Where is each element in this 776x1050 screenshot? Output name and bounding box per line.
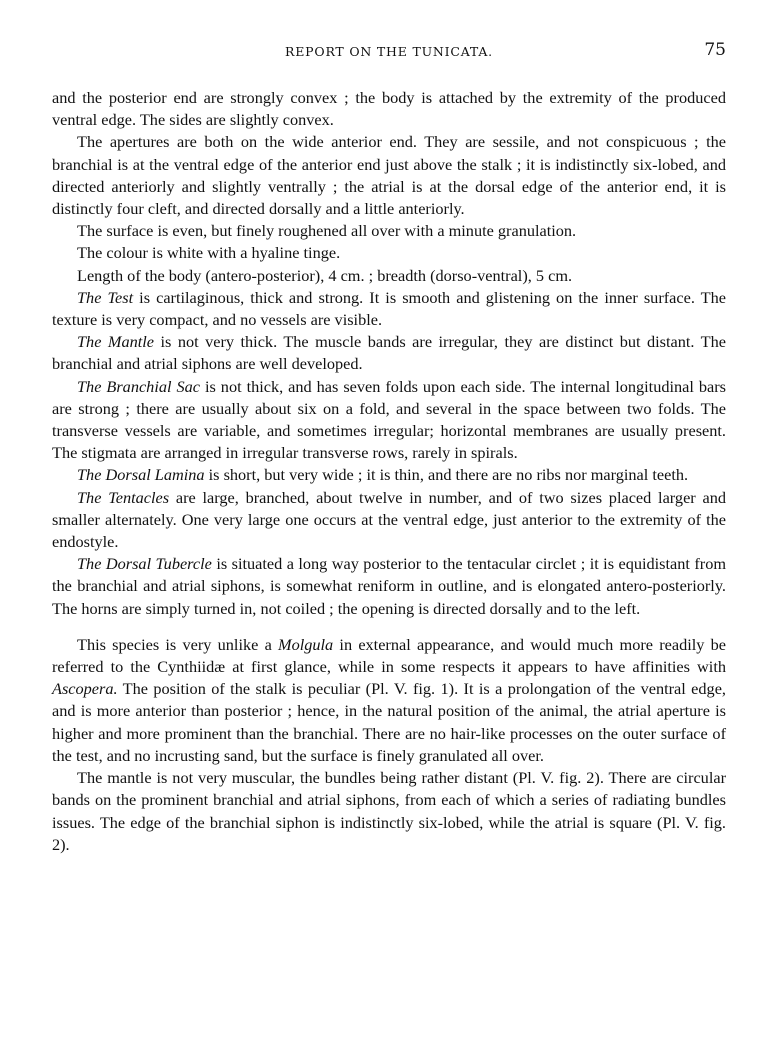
- section-heading: The Mantle: [77, 332, 155, 352]
- paragraph: and the posterior end are strongly convex ; the body is attached by the extremity of the produced ventral edge. The sides are slightly convex.: [52, 88, 726, 130]
- discussion-paragraph: The mantle is not very muscular, the bundles being rather distant (Pl. V. fig. 2). There are circular bands on the prominent branchial and atrial siphons, from each of which a series of radiating bundles issues. The edge of the branchial siphon is indistinctly six-lobed, while the atrial is square (Pl. V. fig. 2).: [52, 768, 726, 854]
- paragraph: Length of the body (antero-posterior), 4 cm. ; breadth (dorso-ventral), 5 cm.: [77, 265, 573, 285]
- body-text: [52, 87, 726, 856]
- running-title: REPORT ON THE TUNICATA.: [285, 44, 493, 59]
- section-test: The Test is cartilaginous, thick and strong. It is smooth and glistening on the inner surface. The texture is very compact, and no vessels are visible.: [52, 287, 726, 330]
- section-heading: The Tentacles: [77, 487, 170, 507]
- page: [52, 40, 726, 856]
- section-dorsal-tubercle: The Dorsal Tubercle is situated a long way posterior to the tentacular circlet ; it is equidistant from the branchial and atrial siphons, is somewhat reniform in outline, and is elongated antero-posteriorly. The horns are simply turned in, not coiled ; the opening is directed dorsally and to the left.: [52, 554, 727, 618]
- page-number: 75: [704, 40, 726, 60]
- paragraph: The colour is white with a hyaline tinge.: [77, 243, 341, 263]
- genus-name: Molgula: [278, 634, 334, 654]
- section-heading: The Dorsal Tubercle: [77, 554, 212, 574]
- section-heading: The Dorsal Lamina: [77, 465, 205, 485]
- paragraph: The apertures are both on the wide anterior end. They are sessile, and not conspicuous ; the branchial is at the ventral edge of the anterior end just above the stalk ; it is indistinctly six-lobed, and directed anteriorly and slightly ventrally ; the atrial is at the dorsal edge of the anterior end, it is distinctly four cleft, and directed dorsally and a little anteriorly.: [52, 132, 726, 219]
- section-heading: The Test: [77, 287, 134, 307]
- section-heading: The Branchial Sac: [77, 376, 200, 396]
- discussion-paragraph: This species is very unlike a Molgula in external appearance, and would much more readily be referred to the Cynthiidæ at first glance, while in some respects it appears to have affinities with Ascopera. The position of the stalk is peculiar (Pl. V. fig. 1). It is a prolongation of the ventral edge, and is more anterior than posterior ; hence, in the natural position of the animal, the atrial aperture is higher and more prominent than the branchial. There are no hair-like processes on the outer surface of the test, and no incrusting sand, but the surface is finely granulated all over.: [52, 634, 727, 765]
- section-tentacles: The Tentacles are large, branched, about twelve in number, and of two sizes placed larger and smaller alternately. One very large one occurs at the ventral edge, just anterior to the extremity of the endostyle.: [52, 487, 727, 552]
- paragraph: The surface is even, but finely roughened all over with a minute granulation.: [77, 221, 577, 241]
- section-dorsal-lamina: The Dorsal Lamina is short, but very wide ; it is thin, and there are no ribs nor marginal teeth.: [77, 465, 689, 485]
- genus-name: Ascopera.: [52, 679, 118, 699]
- section-branchial-sac: The Branchial Sac is not thick, and has seven folds upon each side. The internal longitudinal bars are strong ; there are usually about six on a fold, and several in the space between two folds. The transverse vessels are variable, and sometimes irregular; horizontal membranes are usually present. The stigmata are arranged in irregular transverse rows, rarely in spirals.: [52, 376, 726, 463]
- section-mantle: The Mantle is not very thick. The muscle bands are irregular, they are distinct but distant. The branchial and atrial siphons are well developed.: [52, 332, 726, 374]
- running-header: [52, 40, 726, 64]
